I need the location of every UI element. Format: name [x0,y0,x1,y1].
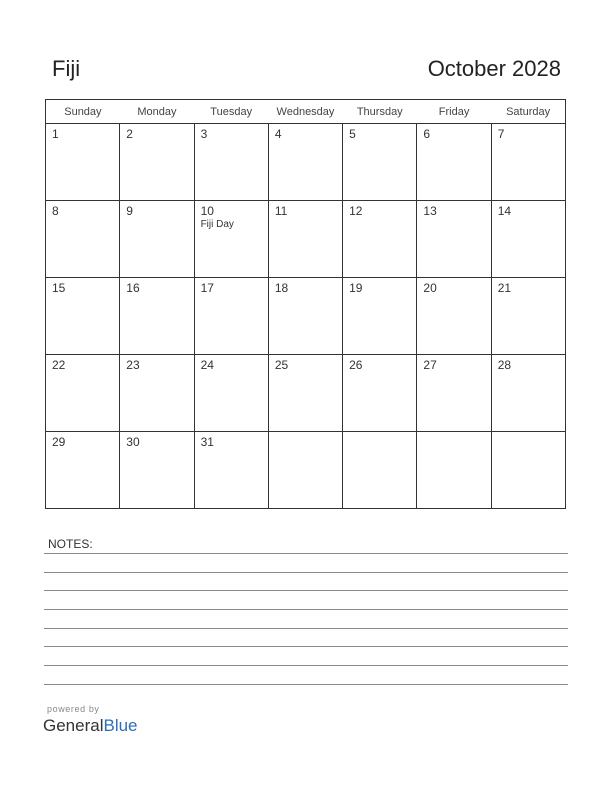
day-cell [46,432,120,509]
day-cell [194,278,268,355]
generalblue-logo [43,716,138,736]
day-number: 28 [497,358,512,372]
week-row [46,201,566,278]
day-cell [417,124,491,201]
day-number: 15 [52,281,66,295]
day-cell [491,278,565,355]
day-cell [491,124,565,201]
day-cell [491,201,565,278]
day-cell [46,124,120,201]
notes-line [44,665,568,666]
day-cell [120,432,194,509]
day-number: 8 [52,204,59,218]
day-cell [46,201,120,278]
day-number: 7 [497,127,505,141]
day-number: 2 [126,127,133,141]
day-cell [268,278,342,355]
day-cell [120,201,194,278]
weekday-monday: Monday [120,100,194,124]
day-number: 19 [349,281,363,295]
day-number: 12 [349,204,363,218]
day-number: 20 [423,281,437,295]
week-row [46,278,566,355]
day-number: 9 [126,204,133,218]
day-number: 14 [497,204,512,218]
day-cell [343,201,417,278]
notes-line [44,572,568,573]
month-year-title: October 2028 [427,56,561,81]
day-number: 24 [200,358,214,372]
day-cell [120,278,194,355]
day-cell [343,355,417,432]
weekday-header-row [46,100,566,124]
day-number: 4 [274,127,282,141]
day-cell [194,432,268,509]
day-cell [343,124,417,201]
day-number: 26 [349,358,363,372]
day-cell [46,355,120,432]
week-row [46,124,566,201]
day-cell [120,124,194,201]
day-cell [194,355,268,432]
day-number: 18 [274,281,289,295]
weekday-sunday: Sunday [46,100,120,124]
day-number: 23 [126,358,140,372]
day-cell [417,432,491,509]
notes-line [44,646,568,647]
day-cell [268,432,342,509]
day-number: 3 [200,127,208,141]
day-cell [46,278,120,355]
day-cell [194,201,268,278]
notes-line [44,590,568,591]
day-cell [268,201,342,278]
day-cell [268,355,342,432]
day-cell [417,355,491,432]
week-row [46,432,566,509]
week-row [46,355,566,432]
day-number: 22 [52,358,66,372]
weekday-saturday: Saturday [491,100,565,124]
notes-line [44,553,568,554]
day-cell [417,201,491,278]
day-cell [343,278,417,355]
notes-line [44,628,568,629]
notes-line [44,684,568,685]
day-cell [268,124,342,201]
holiday-label: Fiji Day [200,219,234,230]
day-cell [417,278,491,355]
day-cell [343,432,417,509]
logo-blue: Blue [103,716,138,735]
day-number: 10 [200,204,214,218]
weekday-thursday: Thursday [343,100,417,124]
day-cell [491,355,565,432]
day-number: 21 [497,281,512,295]
powered-by-text: powered by [47,704,100,714]
calendar-grid [45,99,566,509]
day-number: 17 [200,281,214,295]
day-number: 6 [423,127,431,141]
day-number: 25 [274,358,289,372]
notes-line [44,609,568,610]
day-number: 5 [349,127,356,141]
weekday-wednesday: Wednesday [268,100,342,124]
day-number: 27 [423,358,437,372]
day-number: 29 [52,435,66,449]
day-number: 13 [423,204,437,218]
day-cell [491,432,565,509]
weekday-friday: Friday [417,100,491,124]
day-cell [120,355,194,432]
day-number: 31 [200,435,214,449]
day-cell [194,124,268,201]
notes-label: NOTES: [48,537,93,551]
weekday-tuesday: Tuesday [194,100,268,124]
day-number: 11 [274,204,288,218]
country-title: Fiji [52,56,81,81]
logo-general: General [43,716,104,735]
day-number: 16 [126,281,140,295]
day-number: 1 [52,127,59,141]
day-number: 30 [126,435,140,449]
